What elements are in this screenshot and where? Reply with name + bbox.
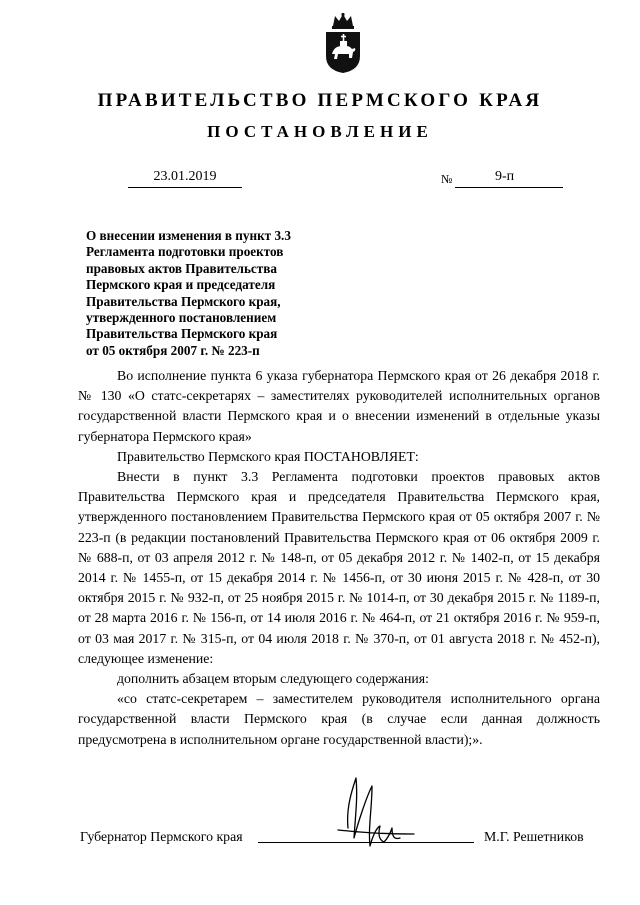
number-sign: № [441, 172, 453, 186]
signatory-name: М.Г. Решетников [484, 829, 584, 844]
subject-line: Правительства Пермского края [86, 326, 278, 342]
subject-line: Правительства Пермского края, [86, 293, 281, 309]
body-paragraph: дополнить абзацем вторым следующего содержания: [117, 671, 429, 687]
body-paragraph: «со статс-секретарем – заместителем руководителя исполнительного органа государственной власти Пермского края (в случае если данная должность предусмотрена в исполнительном органе государственной власти);». [78, 691, 600, 747]
document-type-title: ПОСТАНОВЛЕНИЕ [207, 122, 433, 141]
subject-line: О внесении изменения в пункт 3.3 [86, 228, 291, 243]
handwritten-signature-icon [318, 768, 422, 852]
document-number-field [455, 168, 563, 188]
body-paragraph: Правительство Пермского края ПОСТАНОВЛЯЕТ: [117, 448, 419, 464]
body-paragraph: Во исполнение пункта 6 указа губернатора Пермского края от 26 декабря 2018 г. № 130 «О статс-секретарях – заместителях руководителей исполнительных органов государственной власти Пермского края и о внесении изменений в отдельные указы губернатора Пермского края» [78, 368, 600, 444]
subject-line: правовых актов Правительства [86, 260, 277, 276]
subject-line: Пермского края и председателя [86, 277, 276, 293]
signature-line [258, 842, 474, 843]
document-number: 9-п [495, 169, 515, 184]
organization-title: ПРАВИТЕЛЬСТВО ПЕРМСКОГО КРАЯ [97, 90, 543, 111]
subject-line: от 05 октября 2007 г. № 223-п [86, 342, 260, 358]
subject-line: Регламента подготовки проектов [86, 244, 284, 260]
body-paragraph: Внести в пункт 3.3 Регламента подготовки проектов правовых актов Правительства Пермского края и председателя Правительства Пермского края, утвержденного постановлением Правительства Пермского края от 05 октября 2007 г. № 223-п (в редакции постановлений Правительства Пермского края от 06 октября 2009 г. № 688-п, от 03 апреля 2012 г. № 148-п, от 05 декабря 2012 г. № 1402-п, от 15 декабря 2014 г. № 1455-п, от 15 декабря 2014 г. № 1456-п, от 30 июня 2015 г. № 428-п, от 30 октября 2015 г. № 932-п, от 25 ноября 2015 г. № 1014-п, от 30 декабря 2015 г. № 1189-п, от 28 марта 2016 г. № 156-п, от 14 июля 2016 г. № 464-п, от 21 октября 2016 г. № 959-п, от 03 мая 2017 г. № 315-п, от 04 июля 2018 г. № 370-п, от 01 августа 2018 г. № 452-п), следующее изменение: [78, 469, 600, 666]
subject-line: утвержденного постановлением [86, 310, 277, 326]
document-subject [86, 228, 346, 359]
coat-of-arms-icon [322, 12, 364, 74]
document-date: 23.01.2019 [128, 168, 242, 188]
document-body [78, 366, 600, 750]
signatory-title: Губернатор Пермского края [80, 829, 243, 844]
